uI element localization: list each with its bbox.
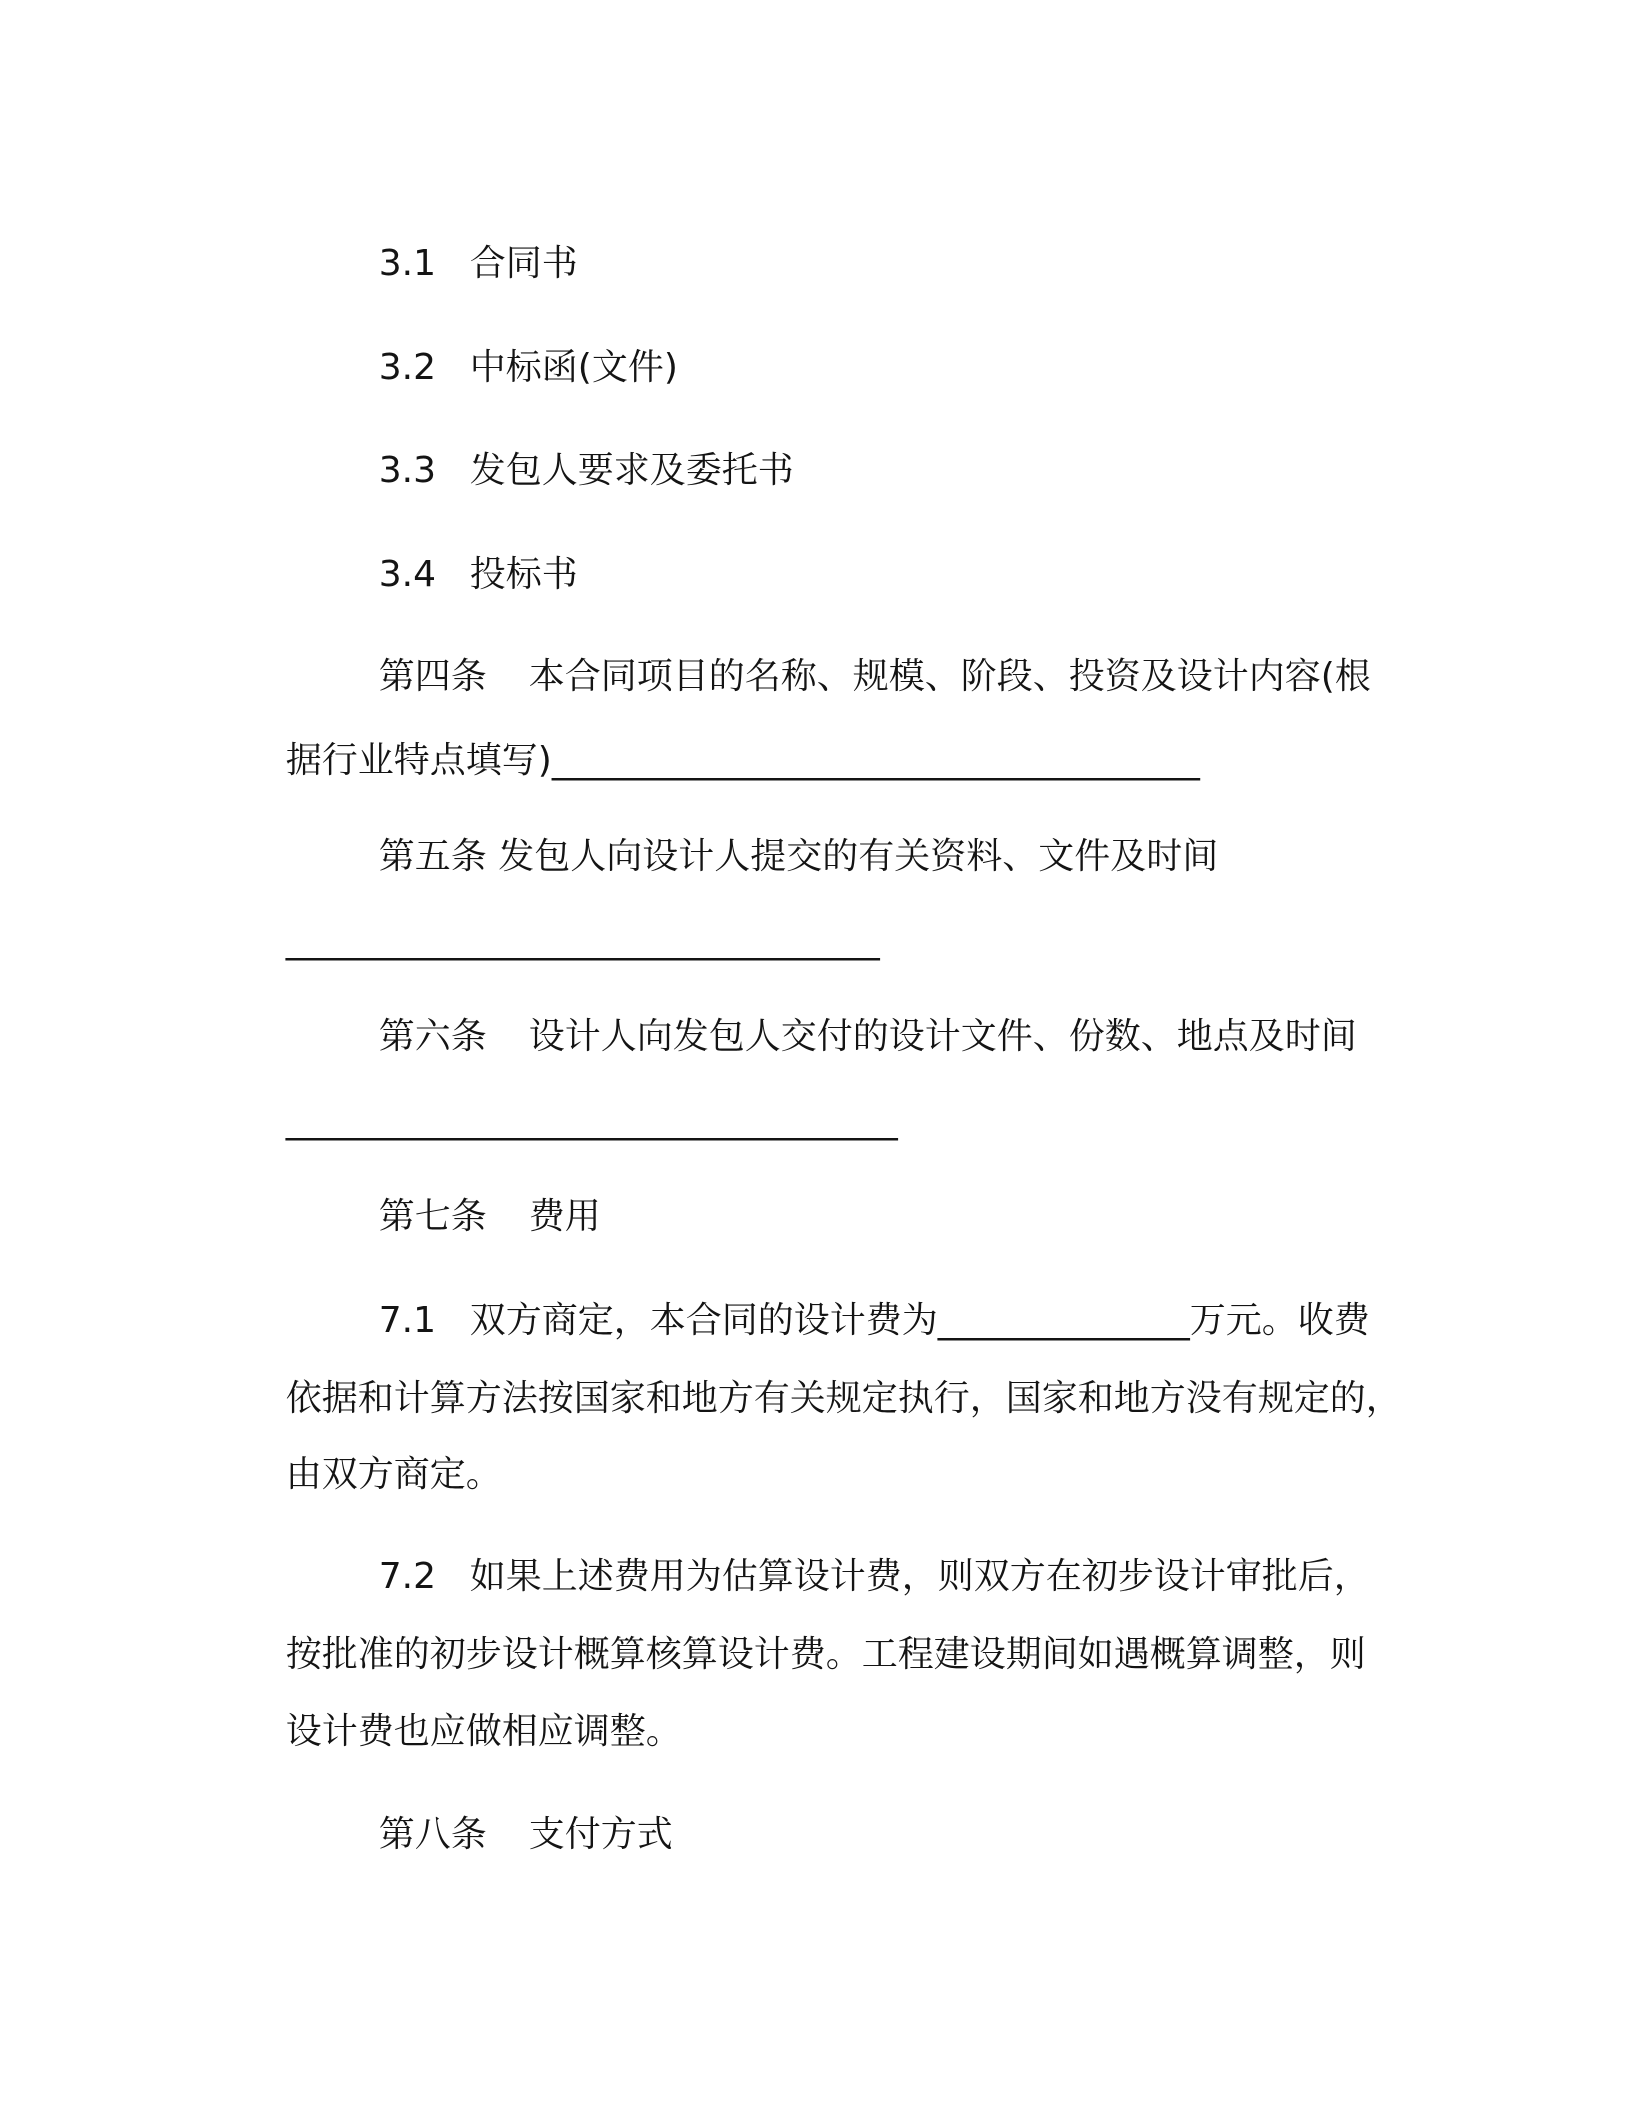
clause-text: 万元。收费 bbox=[1189, 1300, 1370, 1341]
fill-in-blank: _________________________________ bbox=[285, 920, 880, 961]
clause-text: 双方商定，本合同的设计费为 bbox=[469, 1300, 938, 1341]
fill-in-blank: __________________________________ bbox=[285, 1100, 898, 1141]
clause-text: 发包人要求及委托书 bbox=[469, 450, 794, 491]
fee-blank: ______________ bbox=[937, 1300, 1190, 1341]
clause-text: 按批准的初步设计概算核算设计费。工程建设期间如遇概算调整，则 bbox=[285, 1634, 1366, 1675]
clause-number: 3.4 bbox=[378, 554, 437, 595]
article-text: 据行业特点填写) bbox=[285, 740, 552, 781]
clause-number: 3.1 bbox=[378, 243, 437, 284]
clause-text: 依据和计算方法按国家和地方有关规定执行，国家和地方没有规定的， bbox=[285, 1378, 1402, 1419]
clause-text: 中标函(文件) bbox=[469, 347, 678, 388]
article-label: 第七条 bbox=[378, 1196, 487, 1237]
article-text: 第五条 发包人向设计人提交的有关资料、文件及时间 bbox=[378, 836, 1219, 877]
clause-number: 3.3 bbox=[378, 450, 437, 491]
clause-number: 7.1 bbox=[378, 1300, 437, 1341]
article-label: 第六条 bbox=[378, 1016, 487, 1057]
article-label: 第四条 bbox=[378, 656, 487, 697]
clause-text: 如果上述费用为估算设计费，则双方在初步设计审批后， bbox=[469, 1556, 1370, 1597]
clause-text: 投标书 bbox=[469, 554, 578, 595]
clause-number: 3.2 bbox=[378, 347, 437, 388]
clause-text: 合同书 bbox=[469, 243, 578, 284]
article-label: 第八条 bbox=[378, 1814, 487, 1855]
article-8-heading bbox=[333, 1763, 673, 1907]
fill-in-blank: ____________________________________ bbox=[551, 740, 1200, 781]
article-text: 支付方式 bbox=[528, 1814, 673, 1855]
clause-number: 7.2 bbox=[378, 1556, 437, 1597]
clause-text: 设计费也应做相应调整。 bbox=[285, 1711, 682, 1752]
clause-text: 由双方商定。 bbox=[285, 1454, 502, 1495]
article-text: 本合同项目的名称、规模、阶段、投资及设计内容(根 bbox=[528, 656, 1371, 697]
article-text: 费用 bbox=[528, 1196, 601, 1237]
article-text: 设计人向发包人交付的设计文件、份数、地点及时间 bbox=[528, 1016, 1357, 1057]
